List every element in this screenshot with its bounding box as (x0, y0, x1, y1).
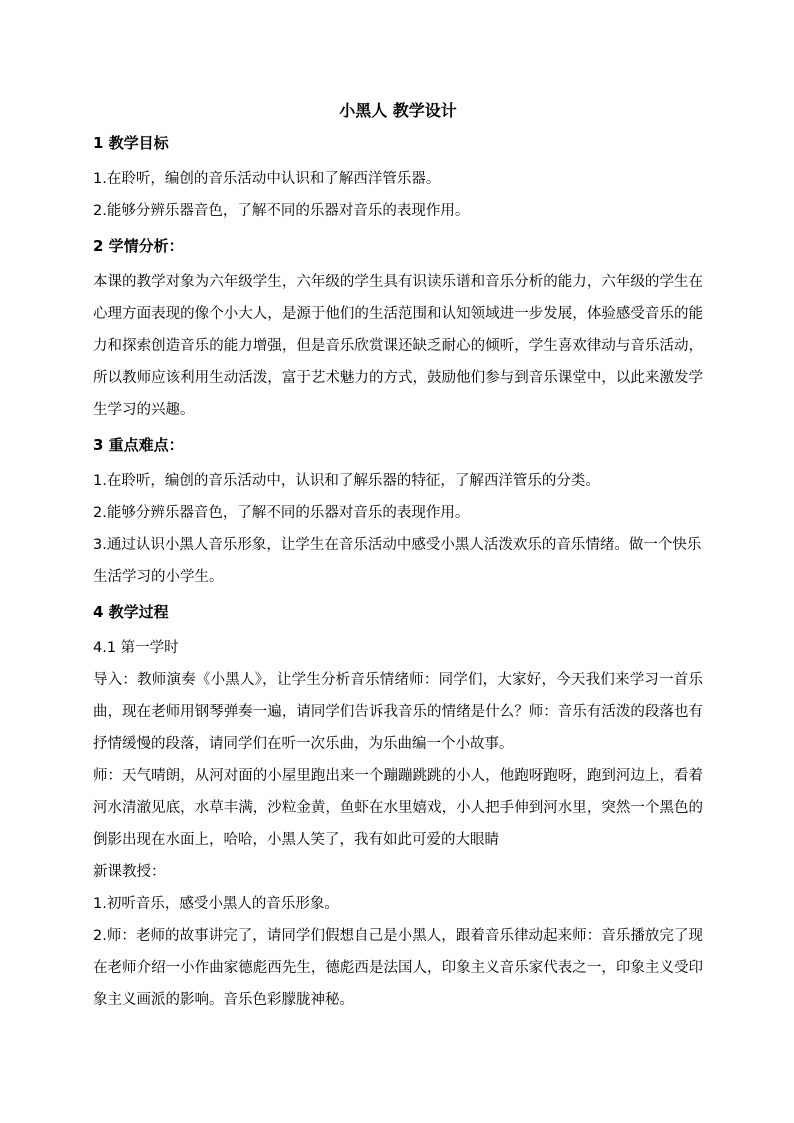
key-point-item: 3.通过认识小黑人音乐形象，让学生在音乐活动中感受小黑人活泼欢乐的音乐情绪。做一个快乐生活学习的小学生。 (93, 537, 702, 585)
lesson-step: 2.师：老师的故事讲完了，请同学们假想自己是小黑人，跟着音乐律动起来师：音乐播放完了现在老师介绍一小作曲家德彪西先生，德彪西是法国人，印象主义音乐家代表之一，印象主义受印象主义画派的影响。音乐色彩朦胧神秘。 (93, 928, 703, 1008)
objective-item: 2.能够分辨乐器音色，了解不同的乐器对音乐的表现作用。 (93, 203, 470, 219)
document-title: 小黑人 教学设计 (339, 101, 457, 120)
section-heading-key-points: 3 重点难点： (93, 436, 184, 454)
new-lesson-label: 新课教授： (93, 864, 166, 880)
section-heading-process: 4 教学过程 (93, 603, 169, 621)
process-story-paragraph: 师：天气晴朗，从河对面的小屋里跑出来一个蹦蹦跳跳的小人，他跑呀跑呀，跑到河边上，看着河水清澈见底，水草丰满，沙粒金黄，鱼虾在水里嬉戏，小人把手伸到河水里，突然一个黑色的倒影出现在水面上，哈哈，小黑人笑了，我有如此可爱的大眼睛 (93, 768, 703, 848)
key-point-item: 1.在聆听，编创的音乐活动中，认识和了解乐器的特征，了解西洋管乐的分类。 (93, 473, 600, 489)
lesson-step: 1.初听音乐，感受小黑人的音乐形象。 (93, 896, 339, 912)
section-heading-objectives: 1 教学目标 (93, 134, 169, 152)
analysis-paragraph: 本课的教学对象为六年级学生，六年级的学生具有识读乐谱和音乐分析的能力，六年级的学生在心理方面表现的像个小大人，是源于他们的生活范围和认知领域进一步发展，体验感受音乐的能力和探索创造音乐的能力增强，但是音乐欣赏课还缺乏耐心的倾听，学生喜欢律动与音乐活动，所以教师应该利用生动活泼，富于艺术魅力的方式，鼓励他们参与到音乐课堂中，以此来激发学生学习的兴趣。 (93, 274, 703, 418)
section-heading-analysis: 2 学情分析： (93, 237, 184, 255)
process-subheading: 4.1 第一学时 (93, 640, 179, 656)
objective-item: 1.在聆听，编创的音乐活动中认识和了解西洋管乐器。 (93, 171, 441, 187)
process-intro-paragraph: 导入：教师演奏《小黑人》，让学生分析音乐情绪师：同学们，大家好，今天我们来学习一首乐曲，现在老师用钢琴弹奏一遍，请同学们告诉我音乐的情绪是什么？师：音乐有活泼的段落也有抒情缓慢的段落，请同学们在听一次乐曲，为乐曲编一个小故事。 (93, 672, 703, 752)
document-body (93, 98, 703, 1016)
key-point-item: 2.能够分辨乐器音色，了解不同的乐器对音乐的表现作用。 (93, 505, 470, 521)
